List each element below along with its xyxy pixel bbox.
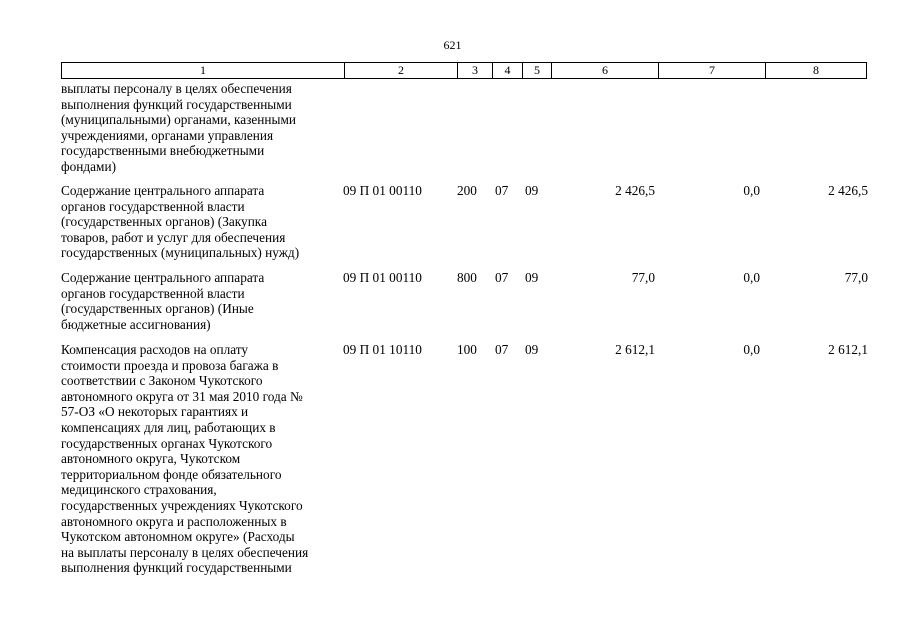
row-expense-type: 200 <box>457 183 477 198</box>
row-amount-8: 77,0 <box>844 270 868 285</box>
column-header-3: 3 <box>457 63 492 78</box>
row-subsection: 09 <box>525 183 539 198</box>
row-name-line: автономного округа от 31 мая 2010 года № <box>61 388 303 404</box>
row-name-line: Содержание центрального аппарата <box>61 183 265 198</box>
row-code: 09 П 01 00110 <box>343 183 422 198</box>
row-name-line: государственных органах Чукотского <box>61 435 273 451</box>
row-name-line: на выплаты персоналу в целях обеспечения <box>61 544 309 560</box>
row-name-line: учреждениями, органами управления <box>61 127 274 143</box>
row-code: 09 П 01 10110 <box>343 342 422 357</box>
row-subsection: 09 <box>525 270 539 285</box>
row-amount-7: 0,0 <box>743 183 760 198</box>
row-name-line: автономного округа, Чукотском <box>61 451 241 467</box>
row-amount-6: 77,0 <box>631 270 655 285</box>
row-expense-type: 100 <box>457 342 477 357</box>
column-header-7: 7 <box>658 63 765 78</box>
row-name-line: государственных учреждениях Чукотского <box>61 497 303 513</box>
row-name <box>61 81 346 175</box>
row-name-line: государственных (муниципальных) нужд) <box>61 245 300 261</box>
row-name-line: органов государственной власти <box>61 285 245 301</box>
row-name-line: (государственных органов) (Иные <box>61 301 254 317</box>
row-subsection: 09 <box>525 342 539 357</box>
row-amount-7: 0,0 <box>743 342 760 357</box>
row-name-line: соответствии с Законом Чукотского <box>61 373 263 389</box>
row-amount-7: 0,0 <box>743 270 760 285</box>
row-name-line: фондами) <box>61 158 117 174</box>
row-name-line: выполнения функций государственными <box>61 96 292 112</box>
row-amount-8: 2 426,5 <box>828 183 868 198</box>
column-header-4: 4 <box>492 63 522 78</box>
row-section: 07 <box>495 342 509 357</box>
row-name <box>61 270 346 332</box>
row-name-line: 57-ОЗ «О некоторых гарантиях и <box>61 404 249 420</box>
row-name-line: Компенсация расходов на оплату <box>61 342 249 357</box>
row-name-line: органов государственной власти <box>61 198 245 214</box>
row-name-line: Чукотском автономном округе» (Расходы <box>61 529 295 545</box>
column-header-2: 2 <box>344 63 457 78</box>
table-header <box>61 62 867 79</box>
column-header-1: 1 <box>200 63 206 77</box>
row-section: 07 <box>495 183 509 198</box>
table-row <box>61 342 867 582</box>
column-header-5: 5 <box>522 63 551 78</box>
row-name-line: (муниципальными) органами, казенными <box>61 112 296 128</box>
row-name-line: бюджетные ассигнования) <box>61 316 211 332</box>
row-amount-6: 2 612,1 <box>615 342 655 357</box>
table-row <box>61 81 867 177</box>
row-name-line: территориальном фонде обязательного <box>61 466 282 482</box>
table-row <box>61 183 867 263</box>
row-name-line: компенсациях для лиц, работающих в <box>61 419 276 435</box>
row-name-line: государственными внебюджетными <box>61 143 265 159</box>
row-amount-8: 2 612,1 <box>828 342 868 357</box>
row-expense-type: 800 <box>457 270 477 285</box>
row-name <box>61 342 346 576</box>
row-name-line: медицинского страхования, <box>61 482 217 498</box>
row-code: 09 П 01 00110 <box>343 270 422 285</box>
row-name-line: выплаты персоналу в целях обеспечения <box>61 81 292 96</box>
row-name-line: автономного округа и расположенных в <box>61 513 287 529</box>
row-section: 07 <box>495 270 509 285</box>
row-name-line: выполнения функций государственными <box>61 560 292 576</box>
row-name-line: (государственных органов) (Закупка <box>61 214 267 230</box>
row-name-line: Содержание центрального аппарата <box>61 270 265 285</box>
row-name-line: товаров, работ и услуг для обеспечения <box>61 229 286 245</box>
table-row <box>61 270 867 334</box>
page-number: 621 <box>443 38 462 52</box>
column-header-8: 8 <box>765 63 866 78</box>
row-name <box>61 183 346 261</box>
row-amount-6: 2 426,5 <box>615 183 655 198</box>
column-header-6: 6 <box>551 63 658 78</box>
row-name-line: стоимости проезда и провоза багажа в <box>61 357 279 373</box>
